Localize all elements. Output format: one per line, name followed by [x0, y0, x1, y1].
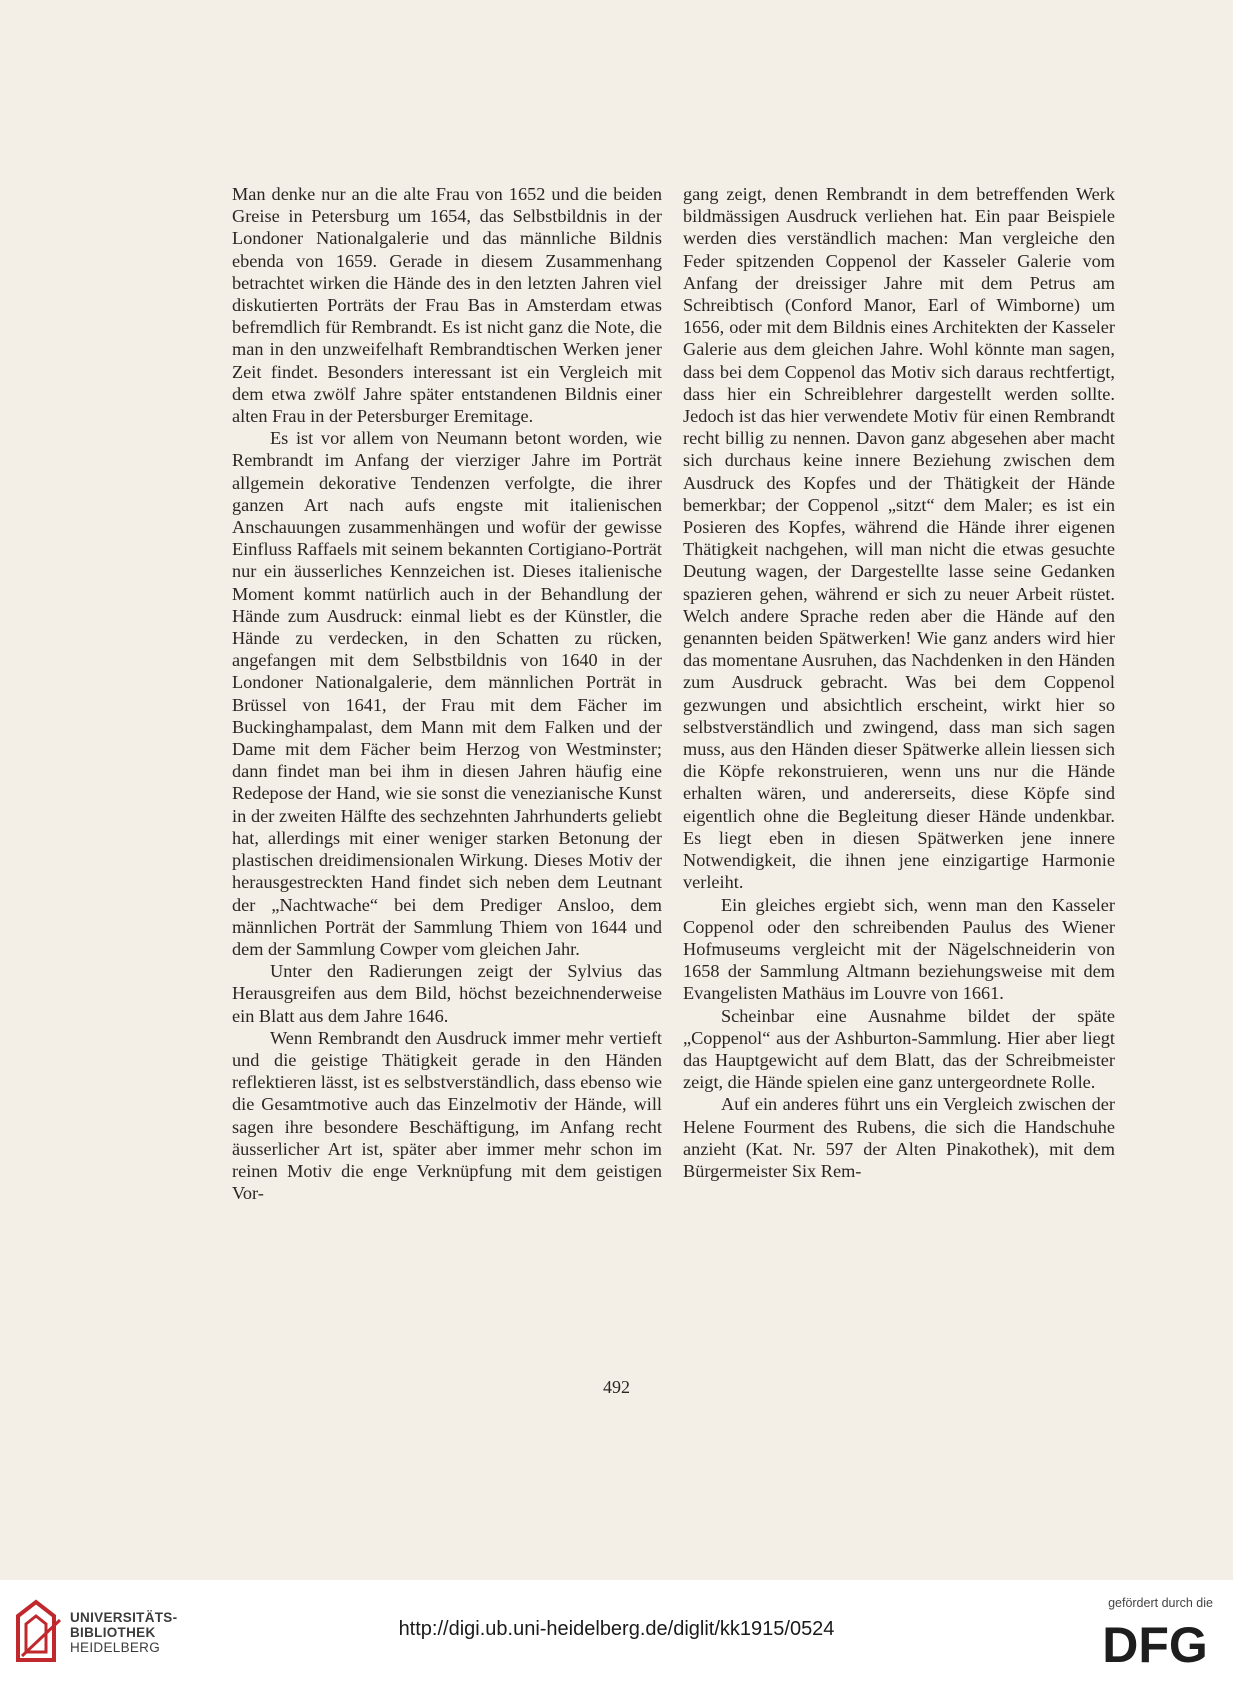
paragraph: Man denke nur an die alte Frau von 1652 und die beiden Greise in Petersburg um 1654, das Selbstbildnis in der Londoner Nationalgalerie und das männliche Bildnis ebenda von 1659. Gerade in diesem Zusammenhang betrachtet wirken die Hände des in den letzten Jahren viel diskutierten Porträts der Frau Bas in Amsterdam etwas befremdlich für Rembrandt. Es ist nicht ganz die Note, die man in den unzweifelhaft Rembrandtischen Werken jener Zeit findet. Besonders interessant ist ein Vergleich mit dem etwa zwölf Jahre später entstandenen Bildnis einer alten Frau in der Petersburger Eremitage.	[232, 184, 662, 427]
paragraph: Wenn Rembrandt den Ausdruck immer mehr vertieft und die geistige Thätigkeit gerade in den Händen reflektieren lässt, ist es selbstverständlich, dass ebenso wie die Gesamtmotive auch das Einzelmotiv der Hände, will sagen ihre besondere Beschäftigung, im Anfang recht äusserlicher Art ist, später aber immer mehr schon im reinen Motiv die enge Verknüpfung mit dem geistigen Vor-	[232, 1027, 663, 1204]
svg-text:DFG: DFG	[1102, 1618, 1208, 1666]
left-column	[232, 183, 662, 1204]
right-column	[683, 183, 1115, 1182]
paragraph: gang zeigt, denen Rembrandt in dem betreffenden Werk bildmässigen Ausdruck verliehen hat. Ein paar Beispiele werden dies verständlich machen: Man vergleiche den Feder spitzenden Coppenol der Kasseler Galerie vom Anfang der dreissiger Jahre mit dem Petrus am Schreibtisch (Conford Manor, Earl of Wimborne) um 1656, oder mit dem Bildnis eines Architekten der Kasseler Galerie aus dem gleichen Jahre. Wohl könnte man sagen, dass bei dem Coppenol das Motiv sich daraus rechtfertigt, dass hier ein Schreiblehrer dargestellt werden sollte. Jedoch ist das hier verwendete Motiv für einen Rembrandt recht billig zu nennen. Davon ganz abgesehen aber macht sich durchaus keine innere Beziehung zwischen dem Ausdruck des Kopfes und der Thätigkeit der Hände bemerkbar; der Coppenol „sitzt“ dem Maler; es ist ein Posieren des Kopfes, während die Hände ihrer eigenen Thätigkeit nachgehen, will man nicht die etwas gesuchte Deutung wagen, der Dargestellte lasse seine Gedanken spazieren gehen, während er sich zu neuer Arbeit rüstet. Welch andere Sprache reden aber die Hände auf den genannten beiden Spätwerken! Wie ganz anders wird hier das momentane Ausruhen, das Nachdenken in den Händen zum Ausdruck gebracht. Was bei dem Coppenol gezwungen und absichtlich erscheint, wirkt hier so selbstverständlich und zwingend, dass man sich sagen muss, aus den Händen dieser Spätwerke allein liessen sich die Köpfe rekonstruieren, wenn uns nur die Hände erhalten wären, und andererseits, diese Köpfe sind eigentlich ohne die Begleitung dieser Hände undenkbar. Es liegt eben in diesen Spätwerken jene innere Notwendigkeit, die ihnen jene einzigartige Harmonie verleiht.	[683, 184, 1115, 893]
paragraph: Ein gleiches ergiebt sich, wenn man den Kasseler Coppenol oder den schreibenden Paulus des Wiener Hofmuseums vergleicht mit der Nägelschneiderin von 1658 der Sammlung Altmann beziehungsweise mit dem Evangelisten Mathäus im Louvre von 1661.	[683, 894, 1115, 1004]
dfg-logo-icon[interactable]	[1095, 1618, 1215, 1666]
paragraph: Unter den Radierungen zeigt der Sylvius das Herausgreifen aus dem Bild, höchst bezeichnenderweise ein Blatt aus dem Jahre 1646.	[232, 961, 662, 1026]
paragraph: Es ist vor allem von Neumann betont worden, wie Rembrandt im Anfang der vierziger Jahre im Porträt allgemein dekorative Tendenzen verfolgte, die ihrer ganzen Art nach aufs engste mit italienischen Anschauungen zusammenhängen und wofür der gewisse Einfluss Raffaels mit seinem bekannten Cortigiano-Porträt nur ein äusserliches Kennzeichen ist. Dieses italienische Moment kommt natürlich auch in der Behandlung der Hände zum Ausdruck: einmal liebt es der Künstler, die Hände zu verdecken, in den Schatten zu rücken, angefangen mit dem Selbstbildnis von 1640 in der Londoner Nationalgalerie, dem männlichen Porträt in Brüssel von 1641, der Frau mit dem Fächer im Buckinghampalast, dem Mann mit dem Falken und der Dame mit dem Fächer beim Herzog von Westminster; dann findet man bei ihm in diesen Jahren häufig eine Redepose der Hand, wie sie sonst die venezianische Kunst in der zweiten Hälfte des sechzehnten Jahrhunderts geliebt hat, allerdings mit einer weniger starken Betonung der plastischen dreidimensionalen Wirkung. Dieses Motiv der herausgestreckten Hand findet sich neben dem Leutnant der „Nachtwache“ bei dem Prediger Ansloo, dem männlichen Porträt der Sammlung Thiem von 1644 und dem der Sammlung Cowper vom gleichen Jahr.	[232, 428, 662, 959]
library-name[interactable]: UNIVERSITÄTS- BIBLIOTHEK HEIDELBERG	[70, 1610, 178, 1655]
paragraph: Scheinbar eine Ausnahme bildet der späte „Coppenol“ aus der Ashburton-Sammlung. Hier aber liegt das Hauptgewicht auf dem Blatt, das der Schreibmeister zeigt, die Hände spielen eine ganz untergeordnete Rolle.	[683, 1005, 1115, 1093]
page-number: 492	[603, 1377, 630, 1397]
permalink-url[interactable]: http://digi.ub.uni-heidelberg.de/diglit/kk1915/0524	[398, 1618, 835, 1640]
viewer-footer	[0, 1580, 1233, 1686]
paragraph: Auf ein anderes führt uns ein Vergleich zwischen der Helene Fourment des Rubens, die sich die Handschuhe anzieht (Kat. Nr. 597 der Alten Pinakothek), mit dem Bürgermeister Six Rem-	[683, 1094, 1115, 1181]
funded-by-label: gefördert durch die	[1108, 1596, 1213, 1610]
